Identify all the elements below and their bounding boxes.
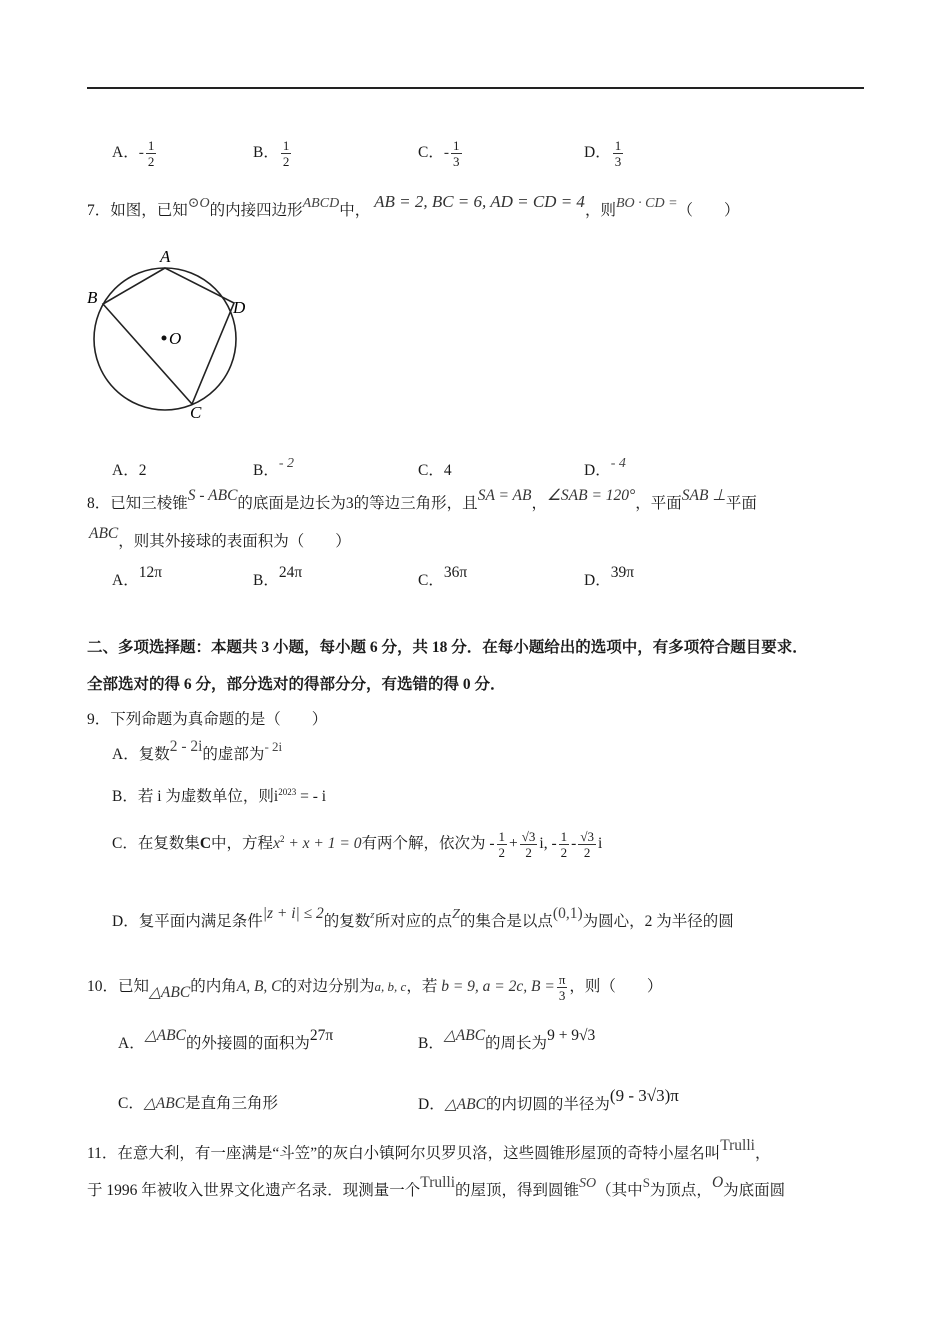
- center-point: [162, 336, 167, 341]
- numerator: 1: [498, 829, 506, 845]
- option-label: B．: [253, 462, 279, 479]
- text: i, -: [539, 835, 557, 853]
- q8-stem-line2: [89, 525, 351, 552]
- q7-option-a[interactable]: A．2: [112, 462, 147, 479]
- option-value: 9 + 9√3: [547, 1027, 596, 1044]
- option-label: D．: [584, 462, 611, 479]
- cone-name: SO: [579, 1176, 597, 1191]
- q8-option-c[interactable]: [418, 564, 468, 590]
- text: 为底面圆: [723, 1182, 786, 1199]
- text: 的内切圆的半径为: [485, 1096, 610, 1113]
- q6-option-c[interactable]: [418, 138, 464, 169]
- q8-number: 8．已知三棱锥: [87, 495, 188, 512]
- option-label: D．: [418, 1096, 445, 1113]
- text: 有两个解，依次为: [361, 835, 486, 853]
- text: D．复平面内满足条件: [112, 913, 263, 930]
- text: 中，方程: [211, 835, 274, 853]
- option-label: C．: [418, 572, 444, 589]
- q7-number: 7．如图，已知: [87, 202, 188, 219]
- vector-expression: BO · CD =: [615, 196, 678, 211]
- fraction: [146, 138, 157, 169]
- q9-option-b[interactable]: [112, 782, 326, 807]
- denominator: 2: [525, 845, 532, 861]
- text: 的周长为: [485, 1035, 548, 1052]
- q11-stem-line1: [87, 1137, 771, 1164]
- text: A．复数: [112, 746, 170, 763]
- text: 的底面是边长为3的等边三角形，且: [237, 495, 478, 512]
- point: Z: [452, 907, 460, 922]
- q6-option-d[interactable]: [584, 138, 625, 169]
- option-label: C．: [118, 1095, 144, 1112]
- q10-option-c[interactable]: [118, 1094, 278, 1114]
- answer-blank: （ ）: [677, 202, 740, 219]
- term: Trulli: [420, 1174, 456, 1191]
- q9-stem: 9．下列命题为真命题的是（ ）: [87, 711, 328, 728]
- text: ，: [754, 1145, 771, 1162]
- text: ，: [531, 495, 548, 512]
- q6-option-a[interactable]: [112, 138, 158, 169]
- text: 的内接四边形: [209, 202, 303, 219]
- sign: -: [571, 835, 577, 853]
- base: i: [273, 788, 279, 806]
- result: = - i: [296, 788, 327, 806]
- text: 为圆心，2 为半径的圆: [582, 913, 734, 930]
- complex-number: 2 - 2i: [169, 738, 203, 755]
- text: 11．在意大利，有一座满是“斗笠”的灰白小镇阿尔贝罗贝洛，这些圆锥形屋顶的奇特小屋名叫: [87, 1145, 721, 1162]
- text: 是直角三角形: [185, 1095, 279, 1112]
- text: 为顶点，: [649, 1182, 712, 1199]
- plane-relation: SAB ⊥: [681, 487, 726, 504]
- option-label: B．: [418, 1035, 444, 1052]
- quad-name: ABCD: [302, 196, 340, 211]
- q6-option-b[interactable]: [253, 138, 293, 169]
- sign: -: [443, 144, 450, 162]
- numerator: 1: [453, 138, 460, 153]
- text: ，则: [584, 202, 616, 219]
- option-value: - 2: [278, 456, 295, 471]
- numerator: 1: [282, 138, 290, 153]
- denominator: 2: [560, 845, 568, 861]
- sign: -: [489, 835, 495, 853]
- text: ，平面: [635, 495, 682, 512]
- label-b: B: [87, 288, 98, 307]
- q10-option-b[interactable]: [418, 1027, 596, 1054]
- triangle: △ABC: [143, 1095, 186, 1112]
- center: O: [711, 1174, 724, 1191]
- text: C．在复数集: [112, 835, 200, 853]
- triangle: △ABC: [443, 1027, 486, 1044]
- equation: + x + 1 = 0: [284, 835, 362, 853]
- q9-option-a[interactable]: [112, 738, 283, 765]
- label-c: C: [190, 403, 202, 422]
- numerator: 1: [560, 829, 568, 845]
- text: ，则其外接球的表面积为（ ）: [118, 533, 351, 550]
- option-value: (9 - 3√3)π: [609, 1086, 679, 1105]
- condition: |z + i| ≤ 2: [262, 905, 324, 922]
- option-value: 39π: [610, 564, 635, 581]
- option-value: 36π: [443, 564, 468, 581]
- triangle: △ABC: [149, 984, 191, 1001]
- q7-option-d[interactable]: [584, 458, 626, 480]
- q8-option-a[interactable]: [112, 564, 163, 590]
- fraction: [578, 829, 596, 860]
- center-point: (0,1): [552, 905, 583, 922]
- fraction: [281, 138, 292, 169]
- text: 平面: [725, 495, 757, 512]
- term: Trulli: [720, 1137, 755, 1154]
- denominator: 3: [558, 987, 566, 1003]
- text: B．若 i 为虚数单位，则: [112, 788, 274, 806]
- numerator: 1: [614, 138, 622, 153]
- triangle: △ABC: [144, 1027, 186, 1044]
- q7-option-c[interactable]: C．4: [418, 462, 452, 479]
- text: 的复数: [323, 913, 371, 930]
- angle-condition: ∠SAB = 120°: [547, 487, 636, 504]
- q10-option-a[interactable]: [118, 1027, 334, 1054]
- text: 的对边分别为: [281, 978, 375, 995]
- circle-symbol: ⊙O: [187, 196, 210, 211]
- option-label: A．: [118, 1035, 145, 1052]
- q7-option-b[interactable]: [253, 458, 294, 480]
- angles: A, B, C: [236, 978, 282, 995]
- option-label: A．: [112, 144, 139, 162]
- fraction: [497, 829, 508, 860]
- complex-set: C: [199, 835, 212, 853]
- text: ，若: [406, 978, 438, 995]
- option-value: 12π: [138, 564, 163, 581]
- numerator: √3: [521, 829, 536, 845]
- variable: x: [273, 835, 280, 853]
- option-label: B．: [253, 144, 279, 162]
- q10-stem: [87, 970, 662, 1004]
- numerator: 1: [147, 138, 155, 153]
- option-label: C．: [418, 144, 444, 162]
- variable: z: [370, 909, 375, 921]
- option-value: 24π: [278, 564, 303, 581]
- text: 的集合是以点: [459, 913, 553, 930]
- plane-name: ABC: [89, 525, 119, 542]
- header-rule: [87, 87, 864, 89]
- denominator: 2: [583, 845, 591, 861]
- numerator: π: [558, 971, 566, 987]
- option-label: B．: [253, 572, 279, 589]
- q9-option-d[interactable]: [112, 905, 734, 933]
- pyramid-name: S - ABC: [187, 487, 238, 504]
- imag-part: - 2i: [264, 739, 283, 754]
- fraction: [613, 138, 624, 169]
- text: （其中: [596, 1182, 643, 1199]
- text: 的虚部为: [202, 746, 265, 763]
- option-label: A．: [112, 572, 139, 589]
- fraction: [520, 829, 538, 860]
- condition: AB = 2, BC = 6, AD = CD = 4: [374, 192, 585, 211]
- option-label: D．: [584, 144, 611, 162]
- option-value: 27π: [309, 1027, 334, 1044]
- q8-stem-line1: [87, 487, 757, 514]
- exponent: 2023: [278, 787, 297, 797]
- triangle: △ABC: [444, 1096, 486, 1113]
- label-o: O: [169, 329, 182, 348]
- fraction: [559, 829, 570, 860]
- q7-stem: [87, 192, 740, 222]
- condition: b = 9, a = 2c, B =: [441, 978, 555, 995]
- exponent: 2: [279, 834, 285, 844]
- condition: SA = AB: [477, 487, 532, 504]
- q10-option-d[interactable]: [418, 1086, 679, 1115]
- vertex: S: [642, 1175, 650, 1190]
- q9-option-c[interactable]: [112, 818, 602, 865]
- denominator: 3: [453, 154, 460, 169]
- section2-heading-line1: 二、多项选择题：本题共 3 小题，每小题 6 分，共 18 分．在每小题给出的选项中，有多项符合题目要求．: [87, 639, 808, 656]
- q7-figure: [84, 246, 254, 422]
- text: 所对应的点: [374, 913, 453, 930]
- section2-heading-line2: 全部选对的得 6 分，部分选对的得部分分，有选错的得 0 分．: [87, 676, 506, 693]
- denominator: 2: [498, 845, 506, 861]
- sign: -: [138, 144, 144, 162]
- label-a: A: [160, 247, 171, 266]
- denominator: 2: [282, 154, 290, 169]
- text: 的外接圆的面积为: [185, 1035, 310, 1052]
- q8-option-b[interactable]: [253, 564, 303, 590]
- option-value: - 4: [610, 456, 626, 471]
- text: 的内角: [190, 978, 237, 995]
- denominator: 3: [614, 154, 622, 169]
- option-label: D．: [584, 572, 611, 589]
- label-d: D: [233, 298, 246, 317]
- sides: a, b, c: [374, 979, 407, 994]
- fraction: [557, 972, 568, 1003]
- text: 的屋顶，得到圆锥: [455, 1182, 580, 1199]
- sign: +: [509, 835, 518, 853]
- numerator: √3: [580, 829, 594, 845]
- q11-stem-line2: [87, 1174, 786, 1202]
- text: 于 1996 年被收入世界文化遗产名录．现测量一个: [87, 1182, 421, 1199]
- q8-option-d[interactable]: [584, 564, 635, 590]
- q10-number: 10．已知: [87, 978, 150, 995]
- text: 中，: [339, 202, 371, 219]
- text: i: [597, 835, 603, 853]
- denominator: 2: [147, 154, 155, 169]
- text: ，则（ ）: [569, 978, 663, 995]
- fraction: [451, 138, 462, 169]
